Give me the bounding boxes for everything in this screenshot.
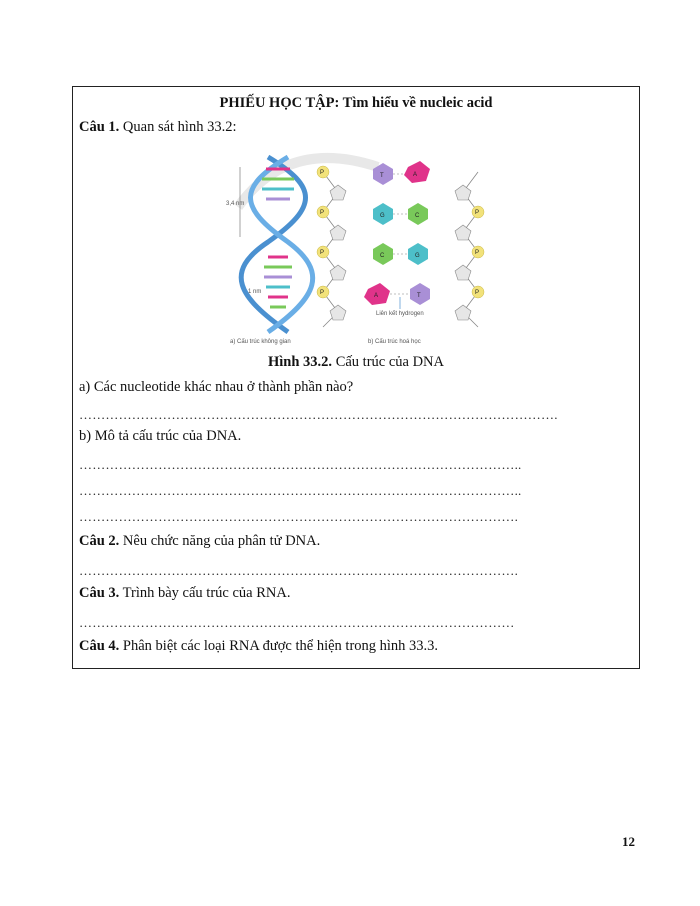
svg-text:P: P [320, 210, 325, 216]
question-1a: a) Các nucleotide khác nhau ở thành phần nào? [79, 379, 354, 395]
question-1-label: Câu 1. [79, 119, 120, 135]
svg-text:A: A [374, 293, 379, 299]
question-3-label: Câu 3. [79, 585, 120, 601]
question-3 [79, 585, 290, 602]
question-2 [79, 533, 320, 550]
figure-caption-label: Hình 33.2. [268, 354, 333, 370]
question-4-text: Phân biệt các loại RNA được thể hiện trong hình 33.3. [119, 638, 439, 654]
answer-line-2[interactable]: ……………………………………………………………………………………….. [79, 457, 522, 472]
svg-text:P: P [320, 170, 325, 176]
answer-line-3[interactable]: ……………………………………………………………………………………….. [79, 483, 522, 498]
svg-text:G: G [415, 253, 420, 259]
worksheet-box [72, 86, 640, 669]
answer-line-5[interactable]: ………………………………………………………………………………………. [79, 563, 519, 578]
double-helix-diagram [226, 157, 313, 345]
worksheet-title: PHIẾU HỌC TẬP: Tìm hiểu về nucleic acid [219, 95, 493, 111]
dimension-label-1nm: 1 nm [248, 289, 262, 295]
caption-spatial-structure: a) Cấu trúc không gian [230, 339, 291, 345]
dimension-label-3-4nm: 3,4 nm [226, 201, 245, 207]
question-1-text: Quan sát hình 33.2: [119, 119, 237, 135]
figure-caption [73, 354, 639, 371]
svg-text:P: P [320, 250, 325, 256]
page-number: 12 [622, 834, 635, 849]
question-3-text: Trình bày cấu trúc của RNA. [119, 585, 291, 601]
base-pair-c-g [373, 243, 428, 265]
question-4-label: Câu 4. [79, 638, 120, 654]
svg-text:C: C [380, 253, 385, 259]
svg-text:A: A [413, 172, 418, 178]
question-1 [79, 119, 237, 136]
answer-line-1[interactable]: ………………………………………………………………………………………………. [79, 407, 558, 422]
base-pair-a-t [364, 283, 430, 305]
base-pair-t-a [373, 161, 430, 185]
svg-text:P: P [475, 210, 480, 216]
question-1b: b) Mô tả cấu trúc của DNA. [79, 428, 242, 444]
svg-text:T: T [417, 293, 421, 299]
dna-structure-figure [228, 147, 488, 347]
question-4 [79, 638, 438, 655]
hydrogen-bond-label: Liên kết hydrogen [376, 311, 424, 317]
svg-text:G: G [380, 213, 385, 219]
svg-text:C: C [415, 213, 420, 219]
svg-text:P: P [475, 250, 480, 256]
base-pair-g-c [373, 203, 428, 225]
answer-line-6[interactable]: ……………………………………………………………………………………… [79, 615, 515, 630]
question-2-text: Nêu chức năng của phân tử DNA. [119, 533, 321, 549]
question-2-label: Câu 2. [79, 533, 120, 549]
answer-line-4[interactable]: ………………………………………………………………………………………. [79, 509, 519, 524]
svg-text:P: P [475, 290, 480, 296]
figure-caption-text: Cấu trúc của DNA [332, 354, 444, 370]
chemical-structure-diagram [317, 161, 484, 345]
svg-text:P: P [320, 290, 325, 296]
caption-chemical-structure: b) Cấu trúc hoá học [368, 339, 421, 345]
svg-text:T: T [380, 173, 384, 179]
